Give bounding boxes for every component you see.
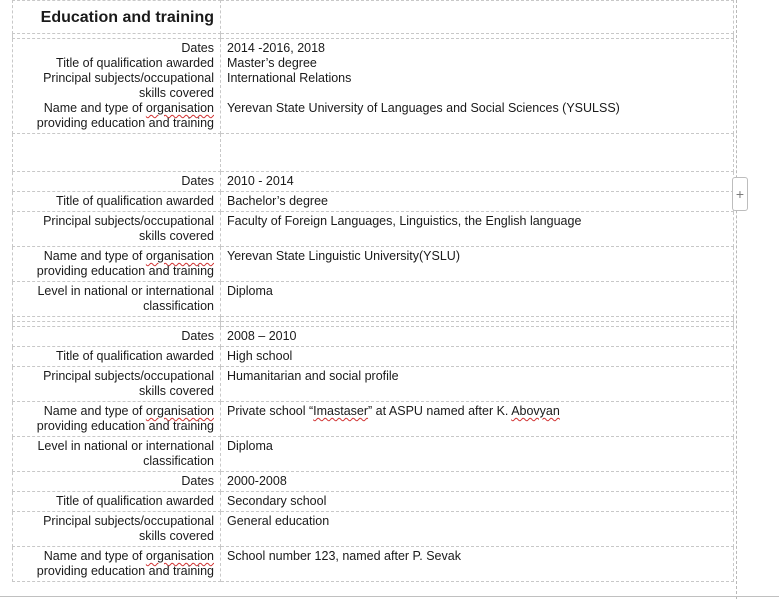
subjects-value: Faculty of Foreign Languages, Linguistics, the English language (221, 212, 734, 247)
organisation-label-line1 (19, 101, 214, 116)
organisation-value: Yerevan State University of Languages and Social Sciences (YSULSS) (227, 101, 620, 115)
spellcheck-word: organisation (145, 404, 214, 418)
qualification-value: High school (221, 347, 734, 367)
table-row (13, 247, 734, 282)
spellcheck-word: organisation (145, 549, 214, 563)
qualification-value: Secondary school (221, 492, 734, 512)
qualification-label: Title of qualification awarded (13, 492, 221, 512)
organisation-label-line1 (19, 404, 214, 419)
subjects-label-line1: Principal subjects/occupational (43, 514, 214, 528)
subjects-label-line2: skills covered (138, 229, 214, 243)
spellcheck-word: organisation (145, 101, 214, 115)
table-row (13, 512, 734, 547)
organisation-text: Private school “ (227, 404, 314, 418)
subjects-value: International Relations (227, 71, 352, 85)
subjects-value: General education (221, 512, 734, 547)
dates-value: 2000-2008 (221, 472, 734, 492)
subjects-label-line1: Principal subjects/occupational (43, 369, 214, 383)
qualification-label: Title of qualification awarded (56, 56, 214, 70)
dates-label: Dates (13, 172, 221, 192)
table-row (13, 547, 734, 582)
organisation-label-line2: providing education and training (36, 419, 214, 433)
dates-label: Dates (181, 41, 214, 55)
dates-value: 2008 – 2010 (221, 327, 734, 347)
dates-label: Dates (13, 472, 221, 492)
level-label-line2: classification (143, 299, 214, 313)
organisation-text: ” at ASPU named after K. (368, 404, 512, 418)
table-row (13, 402, 734, 437)
level-label-line1: Level in national or international (37, 439, 214, 453)
table-row (13, 282, 734, 317)
qualification-label: Title of qualification awarded (13, 347, 221, 367)
table-row (13, 492, 734, 512)
subjects-value: Humanitarian and social profile (221, 367, 734, 402)
spellcheck-word: Abovyan (511, 404, 560, 418)
table-row (13, 347, 734, 367)
table-row (13, 39, 734, 134)
organisation-label-prefix: Name and type of (43, 404, 146, 418)
empty-cell (13, 134, 221, 172)
table-row (13, 172, 734, 192)
education-table (12, 0, 734, 582)
add-row-button[interactable]: + (732, 177, 748, 211)
qualification-value: Master’s degree (227, 56, 317, 70)
organisation-label-line1 (19, 249, 214, 264)
dates-label: Dates (13, 327, 221, 347)
dates-value: 2014 -2016, 2018 (227, 41, 326, 55)
table-row (13, 472, 734, 492)
organisation-label-prefix: Name and type of (43, 249, 146, 263)
table-row (13, 192, 734, 212)
level-label-line2: classification (143, 454, 214, 468)
spellcheck-word: Imastaser (313, 404, 369, 418)
subjects-label-line2: skills covered (138, 86, 214, 100)
empty-cell (221, 134, 734, 172)
organisation-label-line2: providing education and training (36, 264, 214, 278)
subjects-label-line1: Principal subjects/occupational (43, 214, 214, 228)
qualification-value: Bachelor’s degree (221, 192, 734, 212)
organisation-value (221, 402, 734, 437)
table-row (13, 212, 734, 247)
subjects-label-line1: Principal subjects/occupational (43, 71, 214, 85)
organisation-value: School number 123, named after P. Sevak (221, 547, 734, 582)
table-row (13, 367, 734, 402)
organisation-label-line2: providing education and training (36, 116, 214, 130)
level-value: Diploma (221, 282, 734, 317)
organisation-label-prefix: Name and type of (43, 101, 146, 115)
section-title: Education and training (13, 1, 221, 34)
empty-cell (221, 1, 734, 34)
page-right-edge (736, 0, 739, 599)
organisation-label-line2: providing education and training (36, 564, 214, 578)
dates-value: 2010 - 2014 (221, 172, 734, 192)
organisation-value: Yerevan State Linguistic University(YSLU) (221, 247, 734, 282)
organisation-label-line1 (19, 549, 214, 564)
subjects-label-line2: skills covered (138, 529, 214, 543)
subjects-label-line2: skills covered (138, 384, 214, 398)
table-row (13, 437, 734, 472)
organisation-label-prefix: Name and type of (43, 549, 146, 563)
qualification-label: Title of qualification awarded (13, 192, 221, 212)
page-bottom-edge (0, 596, 779, 597)
table-row (13, 327, 734, 347)
level-label-line1: Level in national or international (37, 284, 214, 298)
spellcheck-word: organisation (145, 249, 214, 263)
level-value: Diploma (221, 437, 734, 472)
section-header-row (13, 1, 734, 34)
